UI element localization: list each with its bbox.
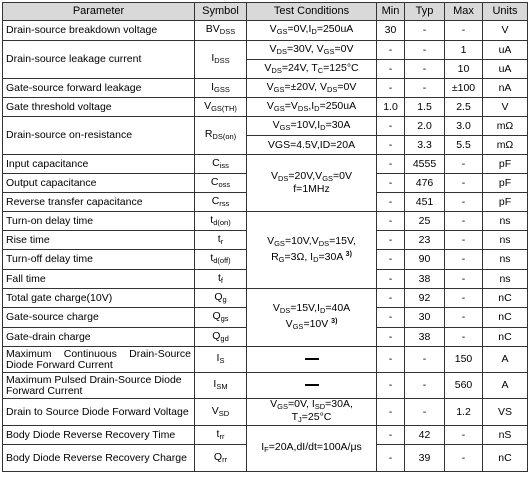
condition-cell: $V_{GS}=\pm 20V$, $V_{DS}=0V$ — [247, 79, 377, 98]
max-cell: - — [445, 21, 483, 41]
condition-cell — [247, 347, 377, 373]
param-cell: Gate threshold voltage — [3, 98, 195, 117]
typ-cell: 39 — [405, 445, 445, 472]
typ-cell: - — [405, 373, 445, 399]
param-cell: Reverse transfer capacitance — [3, 193, 195, 212]
param-cell: Rise time — [3, 231, 195, 250]
max-cell: 10 — [445, 60, 483, 79]
max-cell: ±100 — [445, 79, 483, 98]
typ-cell: - — [405, 399, 445, 426]
param-cell: Turn-off delay time — [3, 250, 195, 270]
unit-cell: nC — [483, 328, 528, 347]
min-cell: - — [377, 41, 405, 60]
symbol-cell: $Q_g$ — [195, 289, 247, 308]
symbol-cell: $Q_{gs}$ — [195, 308, 247, 328]
max-cell: - — [445, 289, 483, 308]
min-cell: - — [377, 445, 405, 472]
table-row — [3, 289, 528, 308]
unit-cell: A — [483, 347, 528, 373]
unit-cell: pF — [483, 193, 528, 212]
table-row — [3, 373, 528, 399]
table-row — [3, 98, 528, 117]
max-cell: 560 — [445, 373, 483, 399]
symbol-cell: $I_{SM}$ — [195, 373, 247, 399]
typ-cell: 38 — [405, 270, 445, 289]
typ-cell: 23 — [405, 231, 445, 250]
condition-cell: $V_{DS}=15V,I_D=40A$ $V_{GS}=10V$ $^{3)}$ — [247, 289, 377, 347]
max-cell: - — [445, 250, 483, 270]
param-cell: Maximum Pulsed Drain-Source Diode Forward Current — [3, 373, 195, 399]
symbol-cell: $I_S$ — [195, 347, 247, 373]
param-cell: Maximum Continuous Drain-Source Diode Forward Current — [3, 347, 195, 373]
table-row — [3, 212, 528, 231]
typ-cell: 30 — [405, 308, 445, 328]
header-parameter: Parameter — [3, 3, 195, 21]
condition-cell: $V_{GS}=10V,I_D=30A$ — [247, 117, 377, 136]
typ-cell: - — [405, 21, 445, 41]
min-cell: - — [377, 117, 405, 136]
min-cell: - — [377, 79, 405, 98]
min-cell: - — [377, 308, 405, 328]
symbol-cell: $t_r$ — [195, 231, 247, 250]
dash-mark — [305, 358, 319, 360]
min-cell: 1.0 — [377, 98, 405, 117]
condition-cell: $I_F=20A,dI/dt=100A/\mu s$ — [247, 426, 377, 472]
symbol-cell: $R_{DS(on)}$ — [195, 117, 247, 155]
max-cell: - — [445, 155, 483, 174]
unit-cell: ns — [483, 212, 528, 231]
symbol-cell: $V_{SD}$ — [195, 399, 247, 426]
table-row — [3, 79, 528, 98]
max-cell: - — [445, 174, 483, 193]
max-cell: - — [445, 193, 483, 212]
unit-cell: ns — [483, 270, 528, 289]
unit-cell: V — [483, 21, 528, 41]
typ-cell: 90 — [405, 250, 445, 270]
max-cell: 2.5 — [445, 98, 483, 117]
table-row — [3, 117, 528, 136]
param-cell: Gate-source forward leakage — [3, 79, 195, 98]
symbol-cell: $C_{rss}$ — [195, 193, 247, 212]
condition-cell: $V_{DS}=20V,V_{GS}=0V$ f=1MHz — [247, 155, 377, 212]
typ-cell: 38 — [405, 328, 445, 347]
unit-cell: mΩ — [483, 136, 528, 155]
min-cell: - — [377, 399, 405, 426]
min-cell: - — [377, 136, 405, 155]
table-row — [3, 21, 528, 41]
unit-cell: nA — [483, 79, 528, 98]
unit-cell: pF — [483, 174, 528, 193]
min-cell: - — [377, 289, 405, 308]
unit-cell: V — [483, 98, 528, 117]
max-cell: - — [445, 231, 483, 250]
typ-cell: 476 — [405, 174, 445, 193]
unit-cell: nS — [483, 426, 528, 445]
typ-cell: - — [405, 41, 445, 60]
table-row — [3, 399, 528, 426]
param-cell: Drain-source on-resistance — [3, 117, 195, 155]
table-row — [3, 41, 528, 60]
max-cell: - — [445, 426, 483, 445]
dash-mark — [305, 384, 319, 386]
min-cell: - — [377, 231, 405, 250]
min-cell: - — [377, 373, 405, 399]
condition-cell: $V_{GS}=0V,I_D=250uA$ — [247, 21, 377, 41]
condition-cell: $V_{DS}=30V$, $V_{GS}=0V$ — [247, 41, 377, 60]
max-cell: 3.0 — [445, 117, 483, 136]
header-min: Min — [377, 3, 405, 21]
typ-cell: 42 — [405, 426, 445, 445]
param-cell: Turn-on delay time — [3, 212, 195, 231]
header-test-conditions: Test Conditions — [247, 3, 377, 21]
min-cell: - — [377, 193, 405, 212]
min-cell: - — [377, 426, 405, 445]
symbol-cell: $Q_{gd}$ — [195, 328, 247, 347]
max-cell: 5.5 — [445, 136, 483, 155]
typ-cell: 1.5 — [405, 98, 445, 117]
unit-cell: nC — [483, 308, 528, 328]
header-symbol: Symbol — [195, 3, 247, 21]
param-cell: Gate-source charge — [3, 308, 195, 328]
typ-cell: - — [405, 79, 445, 98]
condition-cell: $V_{GS}=V_{DS},I_D=250uA$ — [247, 98, 377, 117]
min-cell: - — [377, 155, 405, 174]
param-cell: Output capacitance — [3, 174, 195, 193]
symbol-cell: $C_{iss}$ — [195, 155, 247, 174]
unit-cell: pF — [483, 155, 528, 174]
param-cell: Gate-drain charge — [3, 328, 195, 347]
max-cell: 1.2 — [445, 399, 483, 426]
max-cell: - — [445, 328, 483, 347]
header-row — [3, 3, 528, 21]
param-cell: Drain-source breakdown voltage — [3, 21, 195, 41]
table-row — [3, 426, 528, 445]
min-cell: - — [377, 250, 405, 270]
max-cell: - — [445, 308, 483, 328]
symbol-cell: $t_{d(off)}$ — [195, 250, 247, 270]
param-cell: Drain to Source Diode Forward Voltage — [3, 399, 195, 426]
table-row — [3, 347, 528, 373]
unit-cell: uA — [483, 60, 528, 79]
symbol-cell: $Q_{rr}$ — [195, 445, 247, 472]
min-cell: - — [377, 174, 405, 193]
unit-cell: VS — [483, 399, 528, 426]
max-cell: - — [445, 212, 483, 231]
unit-cell: nC — [483, 445, 528, 472]
typ-cell: 3.3 — [405, 136, 445, 155]
condition-cell: VGS=4.5V,ID=20A — [247, 136, 377, 155]
min-cell: - — [377, 60, 405, 79]
condition-cell: $V_{GS}=10V,V_{DS}=15V$, $R_G=3\Omega$, $I_D=30A$ $^{3)}$ — [247, 212, 377, 289]
condition-cell — [247, 373, 377, 399]
symbol-cell: $I_{GSS}$ — [195, 79, 247, 98]
param-cell: Fall time — [3, 270, 195, 289]
min-cell: - — [377, 212, 405, 231]
max-cell: - — [445, 445, 483, 472]
header-max: Max — [445, 3, 483, 21]
condition-cell: $V_{GS}=0V$, $I_{SD}=30A$, $T_J=25^\circ C$ — [247, 399, 377, 426]
param-cell: Total gate charge(10V) — [3, 289, 195, 308]
min-cell: - — [377, 270, 405, 289]
typ-cell: - — [405, 347, 445, 373]
electrical-characteristics-table — [2, 2, 528, 472]
param-cell: Input capacitance — [3, 155, 195, 174]
symbol-cell: $V_{GS(TH)}$ — [195, 98, 247, 117]
unit-cell: nC — [483, 289, 528, 308]
typ-cell: 2.0 — [405, 117, 445, 136]
symbol-cell: $BV_{DSS}$ — [195, 21, 247, 41]
max-cell: - — [445, 270, 483, 289]
symbol-cell: $t_f$ — [195, 270, 247, 289]
min-cell: - — [377, 328, 405, 347]
typ-cell: - — [405, 60, 445, 79]
param-cell: Drain-source leakage current — [3, 41, 195, 79]
symbol-cell: $I_{DSS}$ — [195, 41, 247, 79]
typ-cell: 4555 — [405, 155, 445, 174]
unit-cell: ns — [483, 231, 528, 250]
param-cell: Body Diode Reverse Recovery Charge — [3, 445, 195, 472]
symbol-cell: $C_{oss}$ — [195, 174, 247, 193]
symbol-cell: $t_{d(on)}$ — [195, 212, 247, 231]
max-cell: 150 — [445, 347, 483, 373]
min-cell: - — [377, 347, 405, 373]
unit-cell: ns — [483, 250, 528, 270]
min-cell: 30 — [377, 21, 405, 41]
condition-cell: $V_{DS}=24V$, $T_C=125^\circ C$ — [247, 60, 377, 79]
param-cell: Body Diode Reverse Recovery Time — [3, 426, 195, 445]
typ-cell: 92 — [405, 289, 445, 308]
typ-cell: 451 — [405, 193, 445, 212]
header-typ: Typ — [405, 3, 445, 21]
unit-cell: mΩ — [483, 117, 528, 136]
table-row — [3, 155, 528, 174]
typ-cell: 25 — [405, 212, 445, 231]
header-units: Units — [483, 3, 528, 21]
symbol-cell: $t_{rr}$ — [195, 426, 247, 445]
unit-cell: uA — [483, 41, 528, 60]
unit-cell: A — [483, 373, 528, 399]
max-cell: 1 — [445, 41, 483, 60]
